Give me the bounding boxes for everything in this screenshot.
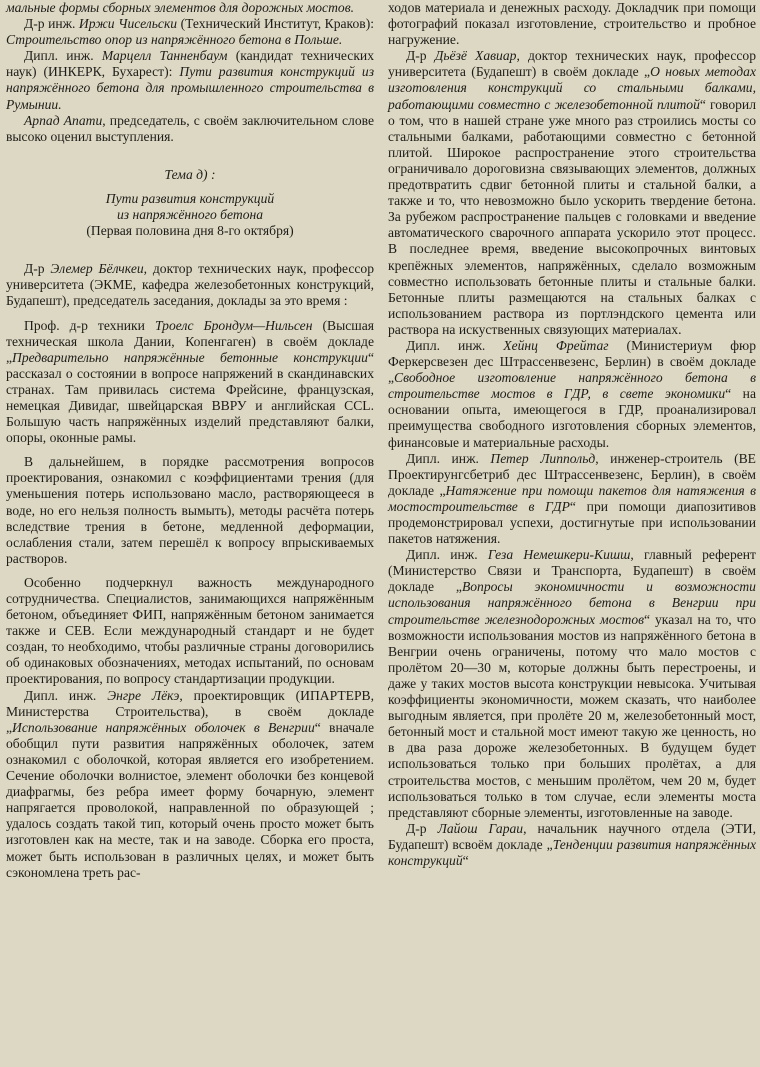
- italic-text: Марцелл Танненбаум: [101, 48, 228, 64]
- text-run: Дипл. инж.: [406, 547, 488, 563]
- text-run: , инженер-строитель (ВЕ Проектирунгсбетриб дес Штрассенвезенс, Берлин), в своём докладе „: [388, 450, 756, 498]
- text-run: “: [462, 852, 469, 868]
- italic-text: Строительство опор из напряжённого бетона в Польше.: [6, 32, 343, 48]
- italic-text: Геза Немешкери-Кишш: [487, 547, 631, 563]
- text-run: , председатель, с своём заключительном слове высоко оценил выступления.: [6, 112, 375, 144]
- text-run: “ вначале обобщил пути развития напряжённых оболочек, затем ознакомил с оболочкой, которая является его изобретением. Сечение оболочки волнистое, элемент оболочки без концевой диафрагмы, без ребра имеет форму бочарную, элемент напрягается проволокой, направленной по образующей ; удалось создать такой тип, который очень просто может быть изготовлен как на месте, так и на заводе. Сборка его проста, может быть использован в различных целях, и может быть сэкономлена треть рас-: [6, 719, 375, 880]
- text-run: (кандидат технических наук) (ИНКЕРК, Бухарест):: [6, 48, 374, 80]
- text-run: , главный референт (Министерство Связи и Транспорта, Будапешт) в своём докладе „: [388, 547, 756, 595]
- text-run: Дипл. инж.: [24, 687, 108, 703]
- left-paragraph: [6, 207, 374, 223]
- italic-text: Хейнц Фрейтаг: [503, 337, 609, 353]
- text-run: , доктор технических наук, профессор университета (Будапешт) в своём докладе „: [388, 48, 756, 80]
- italic-text: Пути развития конструкций: [105, 190, 275, 206]
- italic-text: Петер Липпольд: [490, 450, 596, 466]
- left-column: [6, 0, 374, 1067]
- italic-text: из напряжённого бетона: [116, 207, 264, 223]
- text-run: “ рассказал о состоянии в вопросе напряжений в скандинавских странах. Там привилась система Фрейсине, французская, немецкая Дивидаг, швейцарская ВВРУ и английская CCL. Большую часть напряжённых изделий представляют балки, опоры, оконные рамы.: [6, 349, 374, 446]
- text-run: (Технический Институт, Краков):: [177, 16, 374, 32]
- right-paragraph: [388, 0, 756, 48]
- text-run: Проф. д-р техники: [24, 317, 155, 333]
- italic-text: Арпад Апати: [24, 112, 103, 128]
- right-paragraph: [388, 547, 756, 821]
- italic-text: Вопросы экономичности и возможности использования напряжённого бетона в Венгрии при строительстве железнодорожных мостов: [388, 579, 756, 627]
- text-run: Д-р: [406, 48, 435, 64]
- text-run: Д-р: [24, 261, 51, 277]
- text-run: (Высшая техническая школа Дании, Копенгаген) в своём докладе „: [6, 317, 375, 365]
- italic-text: мальные формы сборных элементов для дорожных мостов.: [6, 0, 355, 15]
- text-run: Д-р инж.: [24, 16, 79, 32]
- text-run: (Первая половина дня 8-го октября): [86, 223, 294, 239]
- left-paragraph: [6, 223, 374, 239]
- left-paragraph: [6, 261, 374, 309]
- left-paragraph: [6, 191, 374, 207]
- text-run: “ указал на то, что возможности использования мостов из напряжённого бетона в Венгрии очень ограничены, потому что мало мостов с пролётом 20—30 м, которые должны быть перестроены, и даже у таких мостов высота конструкции невысока. Учитывая коэффициенты экономичности, можем сказать, что наиболее выгодным является, при пролёте 20 м, железобетонный мост, бетонный мост и стальной мост имеют такую же ценность, но в два раза дороже железобетонных. В будущем будет использоваться только при больших пролётах, а для строительства мостов, с меньшим пролётом, чем 20 м, будет использоваться только в том случае, если элементы моста представляют сборные элементы, изготовленные на заводе.: [388, 611, 756, 820]
- italic-text: Тема д) :: [164, 166, 216, 182]
- left-paragraph: [6, 48, 374, 112]
- left-paragraph: [6, 113, 374, 145]
- text-run: Д-р: [406, 820, 438, 836]
- italic-text: Элемер Бёлчкеи: [50, 261, 144, 277]
- italic-text: О новых методах изготовления конструкций со стальными балками, работающими совместно с железобетонной плитой: [388, 64, 756, 112]
- italic-text: Троелс Брондум—Нильсен: [154, 317, 313, 333]
- text-run: , начальник научного отдела (ЭТИ, Будапешт) всвоём докладе „: [388, 820, 756, 852]
- italic-text: Использование напряжённых оболочек в Венгрии: [12, 719, 315, 735]
- left-paragraph: [6, 454, 374, 567]
- text-run: ходов материала и денежных расходу. Докладчик при помощи фотографий показал изготовление, строительство и пробное нагружение.: [388, 0, 756, 48]
- italic-text: Свободное изготовление напряжённого бетона в строительстве мостов в ГДР, в свете экономики: [388, 370, 756, 402]
- left-paragraph: [6, 16, 374, 48]
- text-run: (Министериум фюр Феркерсвезен дес Штрассенвезенс, Берлин) в своём докладе „: [388, 337, 757, 386]
- right-paragraph: [388, 48, 756, 338]
- text-run: В дальнейшем, в порядке рассмотрения вопросов проектирования, ознакомил с коэффициентами трения (для уменьшения потерь использовано масло, растворяющееся в воде, но его нельзя полность вымыть), методы расчёта потерь вследствие трения в бетоне, медленной деформации, ослабления стали, затем перешёл к вопросу впрыскиваемых растворов.: [6, 454, 374, 566]
- right-column: [388, 0, 756, 1067]
- italic-text: Тенденции развития напряжённых конструкций: [388, 836, 756, 868]
- text-run: “ на основании опыта, имеющегося в ГДР, проанализировал преимущества свободного изготовления сборных элементов, финансовые и материальные расходы.: [388, 386, 756, 450]
- italic-text: Иржи Чисельски: [78, 16, 178, 32]
- text-run: Дипл. инж.: [406, 337, 504, 353]
- text-run: Дипл. инж.: [24, 48, 102, 64]
- text-run: , доктор технических наук, профессор университета (ЭКМЕ, кафедра железобетонных конструкций, Будапешт), председатель заседания, доклады за это время :: [6, 261, 374, 309]
- left-paragraph: [6, 167, 374, 183]
- text-run: , проектировщик (ИПАРТЕРВ, Министерства Строительства), в своём докладе „: [6, 687, 374, 735]
- left-paragraph: [6, 318, 374, 447]
- text-run: “ при помощи диапозитивов продемонстрировал успехи, достигнутые при использовании пакетов натяжения.: [388, 498, 756, 547]
- right-paragraph: [388, 338, 756, 451]
- left-paragraph: [6, 688, 374, 881]
- italic-text: Предварительно напряжённые бетонные конструкции: [12, 349, 368, 365]
- italic-text: Дьёзё Хавиар: [434, 48, 517, 64]
- left-paragraph: [6, 0, 374, 16]
- text-run: Дипл. инж.: [406, 450, 491, 466]
- italic-text: Пути развития конструкций из напряжённого бетона для промышленного строительства в Румынии.: [6, 64, 374, 112]
- text-run: Особенно подчеркнул важность международного сотрудничества. Специалистов, занимающихся напряжённым бетоном, объединяет ФИП, напряжённым бетоном занимается также и СЕВ. Если международный стандарт и не будет создан, то необходимо, чтобы различные страны договорились об одинаковых обозначениях, методах испытаний, по основам проектирования, по вопросу стандартизации продукции.: [6, 574, 374, 687]
- right-paragraph: [388, 451, 756, 548]
- italic-text: Натяжение при помощи пакетов для натяжения в мостостроительстве в ГДР: [388, 482, 756, 514]
- right-paragraph: [388, 821, 756, 869]
- text-run: “ говорил о том, что в нашей стране уже много раз строились мосты со стальными балками, работающими совместно с бетонной плитой. Широкое распространение этого строительства ограничивало дороговизна связывающих элементов, должных предотвратить сдвиг бетонной плиты и стальной балки, а также и то, что невозможно было ускорить твердение бетона. За рубежом распространение пальцев с головками и введение автоматического сварочного аппарата ускорило этот процесс. В последнее время, введение высокопрочных винтовых крепёжных элементов, напряжённых, сделало возможным совместно использовать бетонные плиты и стальные балки. Бетонные плиты размещаются на стальных балках с использованием раствора из портлэндского цемента или раствора на искуственных связующих материалах.: [388, 96, 756, 337]
- left-paragraph: [6, 575, 374, 688]
- italic-text: Лайош Гараи: [437, 820, 524, 836]
- italic-text: Энгре Лёкэ: [107, 687, 180, 703]
